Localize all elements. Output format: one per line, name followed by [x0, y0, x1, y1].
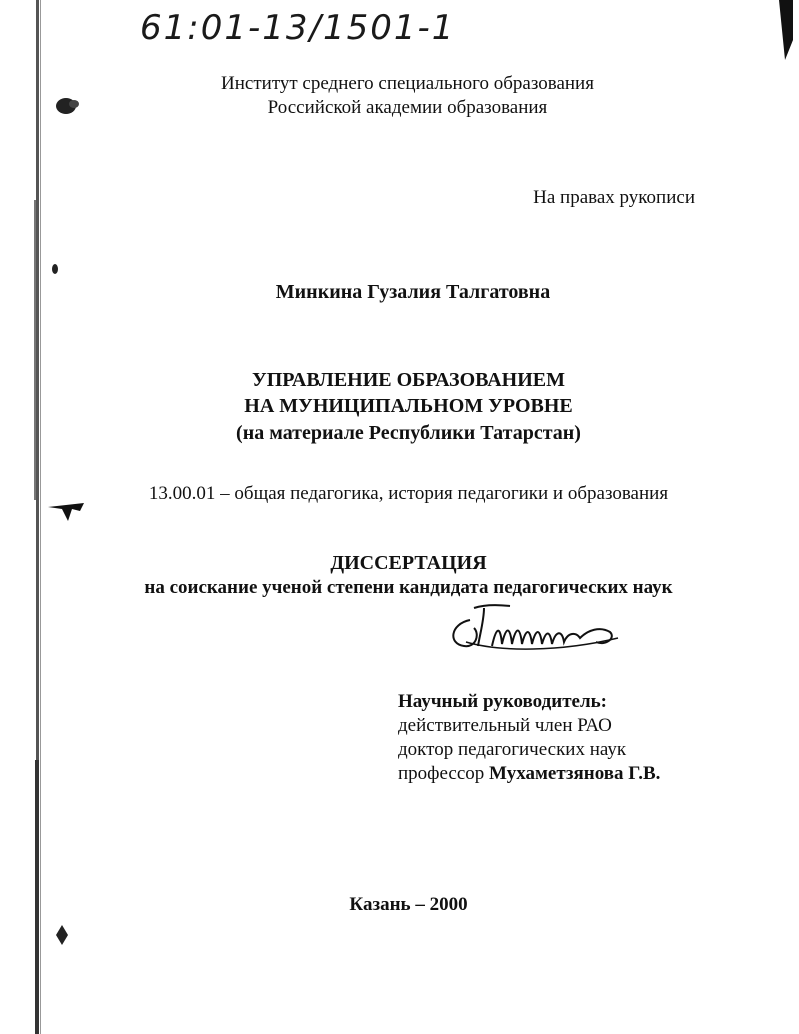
institute-parent: Российской академии образования [267, 97, 548, 118]
supervisor-label: Научный руководитель: [398, 691, 607, 712]
scan-dot-icon [56, 925, 68, 945]
city-year: Казань – 2000 [349, 894, 468, 915]
author-name: Минкина Гузалия Талгатовна [275, 281, 551, 303]
title-line-1: УПРАВЛЕНИЕ ОБРАЗОВАНИЕМ [252, 369, 565, 391]
manuscript-rights: На правах рукописи [533, 187, 695, 208]
supervisor-title-1: действительный член РАО [398, 715, 612, 736]
institute-name: Институт среднего специального образования [221, 73, 594, 94]
supervisor-name: Мухаметзянова Г.В. [489, 763, 661, 784]
scan-edge-right [759, 0, 799, 1034]
scan-dot-icon [50, 262, 60, 276]
supervisor-rank: профессор [398, 763, 490, 784]
supervisor-title-2: доктор педагогических наук [398, 739, 627, 760]
handwritten-archive-code: 61:01-13/1501-1 [140, 8, 456, 48]
signature-icon [440, 598, 625, 654]
specialty-code: 13.00.01 – общая педагогика, история педагогики и образования [148, 483, 669, 504]
dissertation-heading: ДИССЕРТАЦИЯ [330, 552, 487, 574]
title-line-3: (на материале Республики Татарстан) [236, 422, 581, 444]
supervisor-title-3 [398, 762, 660, 786]
title-line-2: НА МУНИЦИПАЛЬНОМ УРОВНЕ [244, 395, 573, 417]
dissertation-subtitle: на соискание ученой степени кандидата педагогических наук [144, 577, 673, 598]
